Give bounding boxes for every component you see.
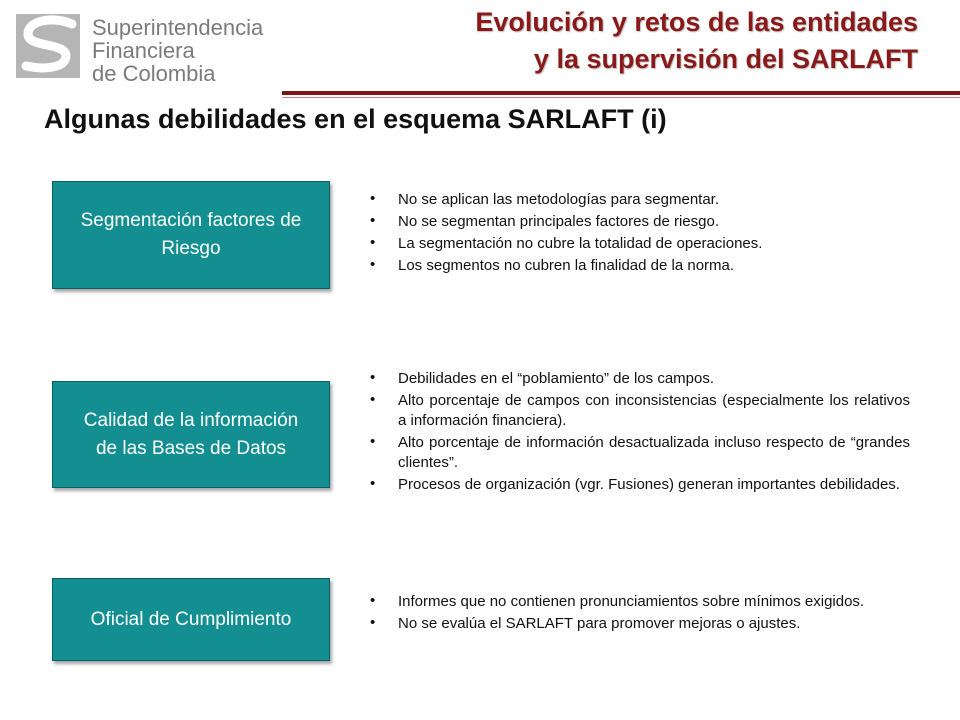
bullet-icon: • [370,212,376,229]
bullet-icon: • [370,592,376,609]
logo-line-2: Financiera [92,38,195,63]
logo-text [92,16,263,85]
list-item: • Debilidades en el “poblamiento” de los campos. [370,369,715,387]
header-title-line-1: Evolución y retos de las entidades [475,7,918,37]
list-item: • Informes que no contienen pronunciamientos sobre mínimos exigidos. [370,592,865,610]
bullet-icon: • [370,433,376,450]
bullet-icon: • [370,190,376,207]
header-divider-thin [282,97,960,98]
list-item: • No se segmentan principales factores de riesgo. [370,212,720,230]
list-item: • Alto porcentaje de información desactualizada incluso respecto de “grandes clientes”. [370,433,910,471]
bullet-list-oficial [370,592,910,636]
bullet-icon: • [370,256,376,273]
list-item: • Alto porcentaje de campos con inconsistencias (especialmente los relativos a información financiera). [370,391,910,429]
box-label: Segmentación factores de Riesgo [80,210,302,259]
logo-line-3: de Colombia [92,61,216,86]
box-label: Calidad de la información de las Bases de Datos [83,409,299,459]
list-item: • Procesos de organización (vgr. Fusiones) generan importantes debilidades. [370,475,900,493]
header-divider [282,91,960,95]
bullet-icon: • [370,614,376,631]
bullet-list-calidad [370,369,910,497]
logo-line-1: Superintendencia [92,15,264,40]
bullet-icon: • [370,391,376,408]
header-title-line-2: y la supervisión del SARLAFT [533,44,918,74]
list-item: • La segmentación no cubre la totalidad de operaciones. [370,234,763,252]
list-item: • No se aplican las metodologías para segmentar. [370,190,720,208]
list-item: • Los segmentos no cubren la finalidad de la norma. [370,256,735,274]
box-oficial-cumplimiento [52,578,330,661]
logo-mark-icon [14,12,84,80]
section-title: Algunas debilidades en el esquema SARLAFT (i) [44,104,667,134]
bullet-icon: • [370,475,376,492]
box-segmentacion [52,181,330,289]
header-title [475,4,918,78]
box-label: Oficial de Cumplimiento [90,608,292,630]
bullet-icon: • [370,234,376,251]
bullet-list-segmentacion [370,190,910,278]
list-item: • No se evalúa el SARLAFT para promover mejoras o ajustes. [370,614,801,632]
bullet-icon: • [370,369,376,386]
box-calidad-informacion [52,381,330,488]
logo [14,12,264,86]
